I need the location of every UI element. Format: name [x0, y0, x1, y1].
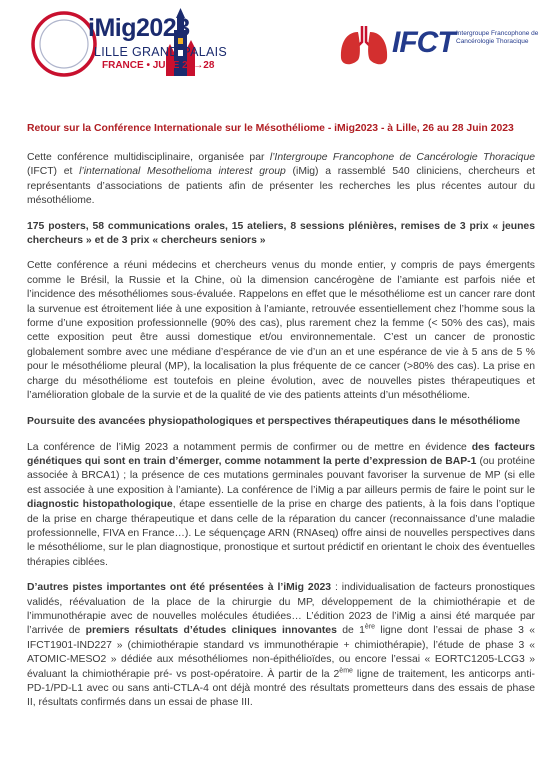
trials-text-2: de 1 — [336, 625, 365, 637]
ifct-full-name: l’Intergroupe Francophone de Cancérologie Thoracique — [269, 152, 536, 163]
intro-text-2: (IFCT) et — [27, 166, 80, 178]
genetics-text-3: , étape essentielle de la prise en charge des patients, à la fois dans l’optique de la prise en charge thérapeutique et dans celle de la réparation du cancer (reconnaissance d’une maladie professionnelle, FIVA en France…). Le séquençage ARN (RNAseq) offre ainsi de nouvelles perspectives dans le mésothéliome, sur le plan diagnostique, pronostique et surtout prédictif en orientant le choix des éventuelles thérapies ciblées. — [27, 499, 536, 568]
trials-paragraph — [27, 581, 535, 711]
imig-logo-city: LILLE GRAND PALAIS — [94, 45, 227, 59]
intro-text-3: (iMig) a rassemblé 540 cliniciens, chercheurs et représentants d’associations de patients afin de présenter les recherches les plus récentes autour du mésothéliome. — [27, 166, 535, 207]
article-body — [27, 122, 535, 722]
trials-bold-2: premiers résultats d’études cliniques innovantes — [85, 625, 337, 637]
trials-text-3: ligne dont l’essai de phase 3 « IFCT1901-IND227 » (chimiothérapie standard vs immunothérapie + chimiothérapie), l’étude de phase 3 « ATOMIC-MESO2 » dédiée aux mésothéliomes non-épithélioïdes, ou encore l’essai « EORTC1205-LCG3 » évaluant la chimiothérapie pré- vs post-opératoire. À partir de la 2 — [27, 625, 535, 680]
intro-text-1: Cette conférence multidisciplinaire, organisée par — [27, 152, 270, 163]
genetics-bold-1: des facteurs génétiques qui sont en train d’émerger, comme notamment la perte d’expression de BAP-1 — [27, 441, 535, 467]
trials-text-4: ligne de traitement, les anticorps anti-PD-1/PD-L1 avec ou sans anti-CTLA-4 ont déjà montré des résultats prometteurs dans des essais de phase II, résultats confirmés dans un essai de phase III. — [27, 668, 535, 709]
imig-logo — [28, 8, 248, 80]
context-paragraph: Cette conférence a réuni médecins et chercheurs venus du monde entier, y compris de pays émergents comme le Brésil, la Russie et la Chine, où la dimension cancérogène de l’amiante est parfois niée et l’incidence des mésothéliomes sous-évaluée. Rappelons en effet que le mésothéliome est un cancer rare dont la survenue est étroitement liée à une exposition à l’amiante, retrouvée essentiellement chez l’homme sous la forme d’une exposition professionnelle (90% des cas), plus rarement chez la femme (< 50% des cas), mais cette exposition peut être aussi domestique et/ou environnementale. C’est un cancer de pronostic globalement sombre avec une médiane d’espérance de vie d’un an et une espérance de vie à 5 ans de 5 % pour le mésothéliome pleural (MP), la localisation la plus fréquente de ce cancer (>80% des cas). La prise en charge du mésothéliome est toutefois en pleine évolution, avec de nouvelles pistes thérapeutiques et l’amélioration globale de la survie et de la qualité de vie des patients atteints d’un mésothéliome. — [27, 260, 535, 402]
genetics-text-1: La conférence de l’iMig 2023 a notamment permis de confirmer ou de mettre en évidence — [27, 441, 472, 453]
genetics-bold-2: diagnostic histopathologique — [27, 499, 173, 511]
lungs-icon — [338, 22, 390, 68]
imig-full-name: l’international Mesothelioma interest group — [79, 166, 286, 178]
trials-bold-1: D’autres pistes importantes ont été présentées à l’iMig 2023 — [27, 582, 332, 594]
page-header — [0, 6, 560, 84]
genetics-text-2: (ou protéine associée à BRCA1) ; la présence de ces mutations germinales pouvant favoriser la survenue de MP (si elle est associée à une exposition à l’amiante). La conférence de l’iMig a par ailleurs permis de faire le point sur le — [27, 455, 536, 496]
imig-logo-dates: FRANCE • JUNE 26→28 — [102, 60, 215, 71]
ifct-logo-subtitle: Intergroupe Francophone de Cancérologie Thoracique — [456, 30, 539, 45]
article-headline: Retour sur la Conférence Internationale sur le Mésothéliome - iMig2023 - à Lille, 26 au 28 Juin 2023 — [27, 123, 514, 134]
trials-sup-2: ème — [339, 667, 353, 675]
intro-paragraph — [27, 151, 535, 209]
trials-text-1: : individualisation de facteurs pronostiques validés, réévaluation de la place de la chirurgie du MP, développement de la chimiothérapie et de l’immunothérapie avec de nouvelles molécules étudiées… L’édition 2023 de l’iMig a ainsi été marquée par l’arrivée de — [27, 582, 535, 637]
section-title: Poursuite des avancées physiopathologiques et perspectives thérapeutiques dans le mésothéliome — [27, 415, 521, 427]
ifct-logo — [338, 22, 548, 72]
trials-sup-1: ère — [364, 623, 376, 631]
genetics-paragraph — [27, 441, 535, 571]
ifct-logo-name: IFCT — [392, 26, 455, 59]
stats-paragraph: 175 posters, 58 communications orales, 15 ateliers, 8 sessions plénières, remises de 3 prix « jeunes chercheurs » et de 3 prix « chercheurs seniors » — [27, 220, 535, 247]
imig-logo-title: iMig2023 — [88, 14, 190, 42]
